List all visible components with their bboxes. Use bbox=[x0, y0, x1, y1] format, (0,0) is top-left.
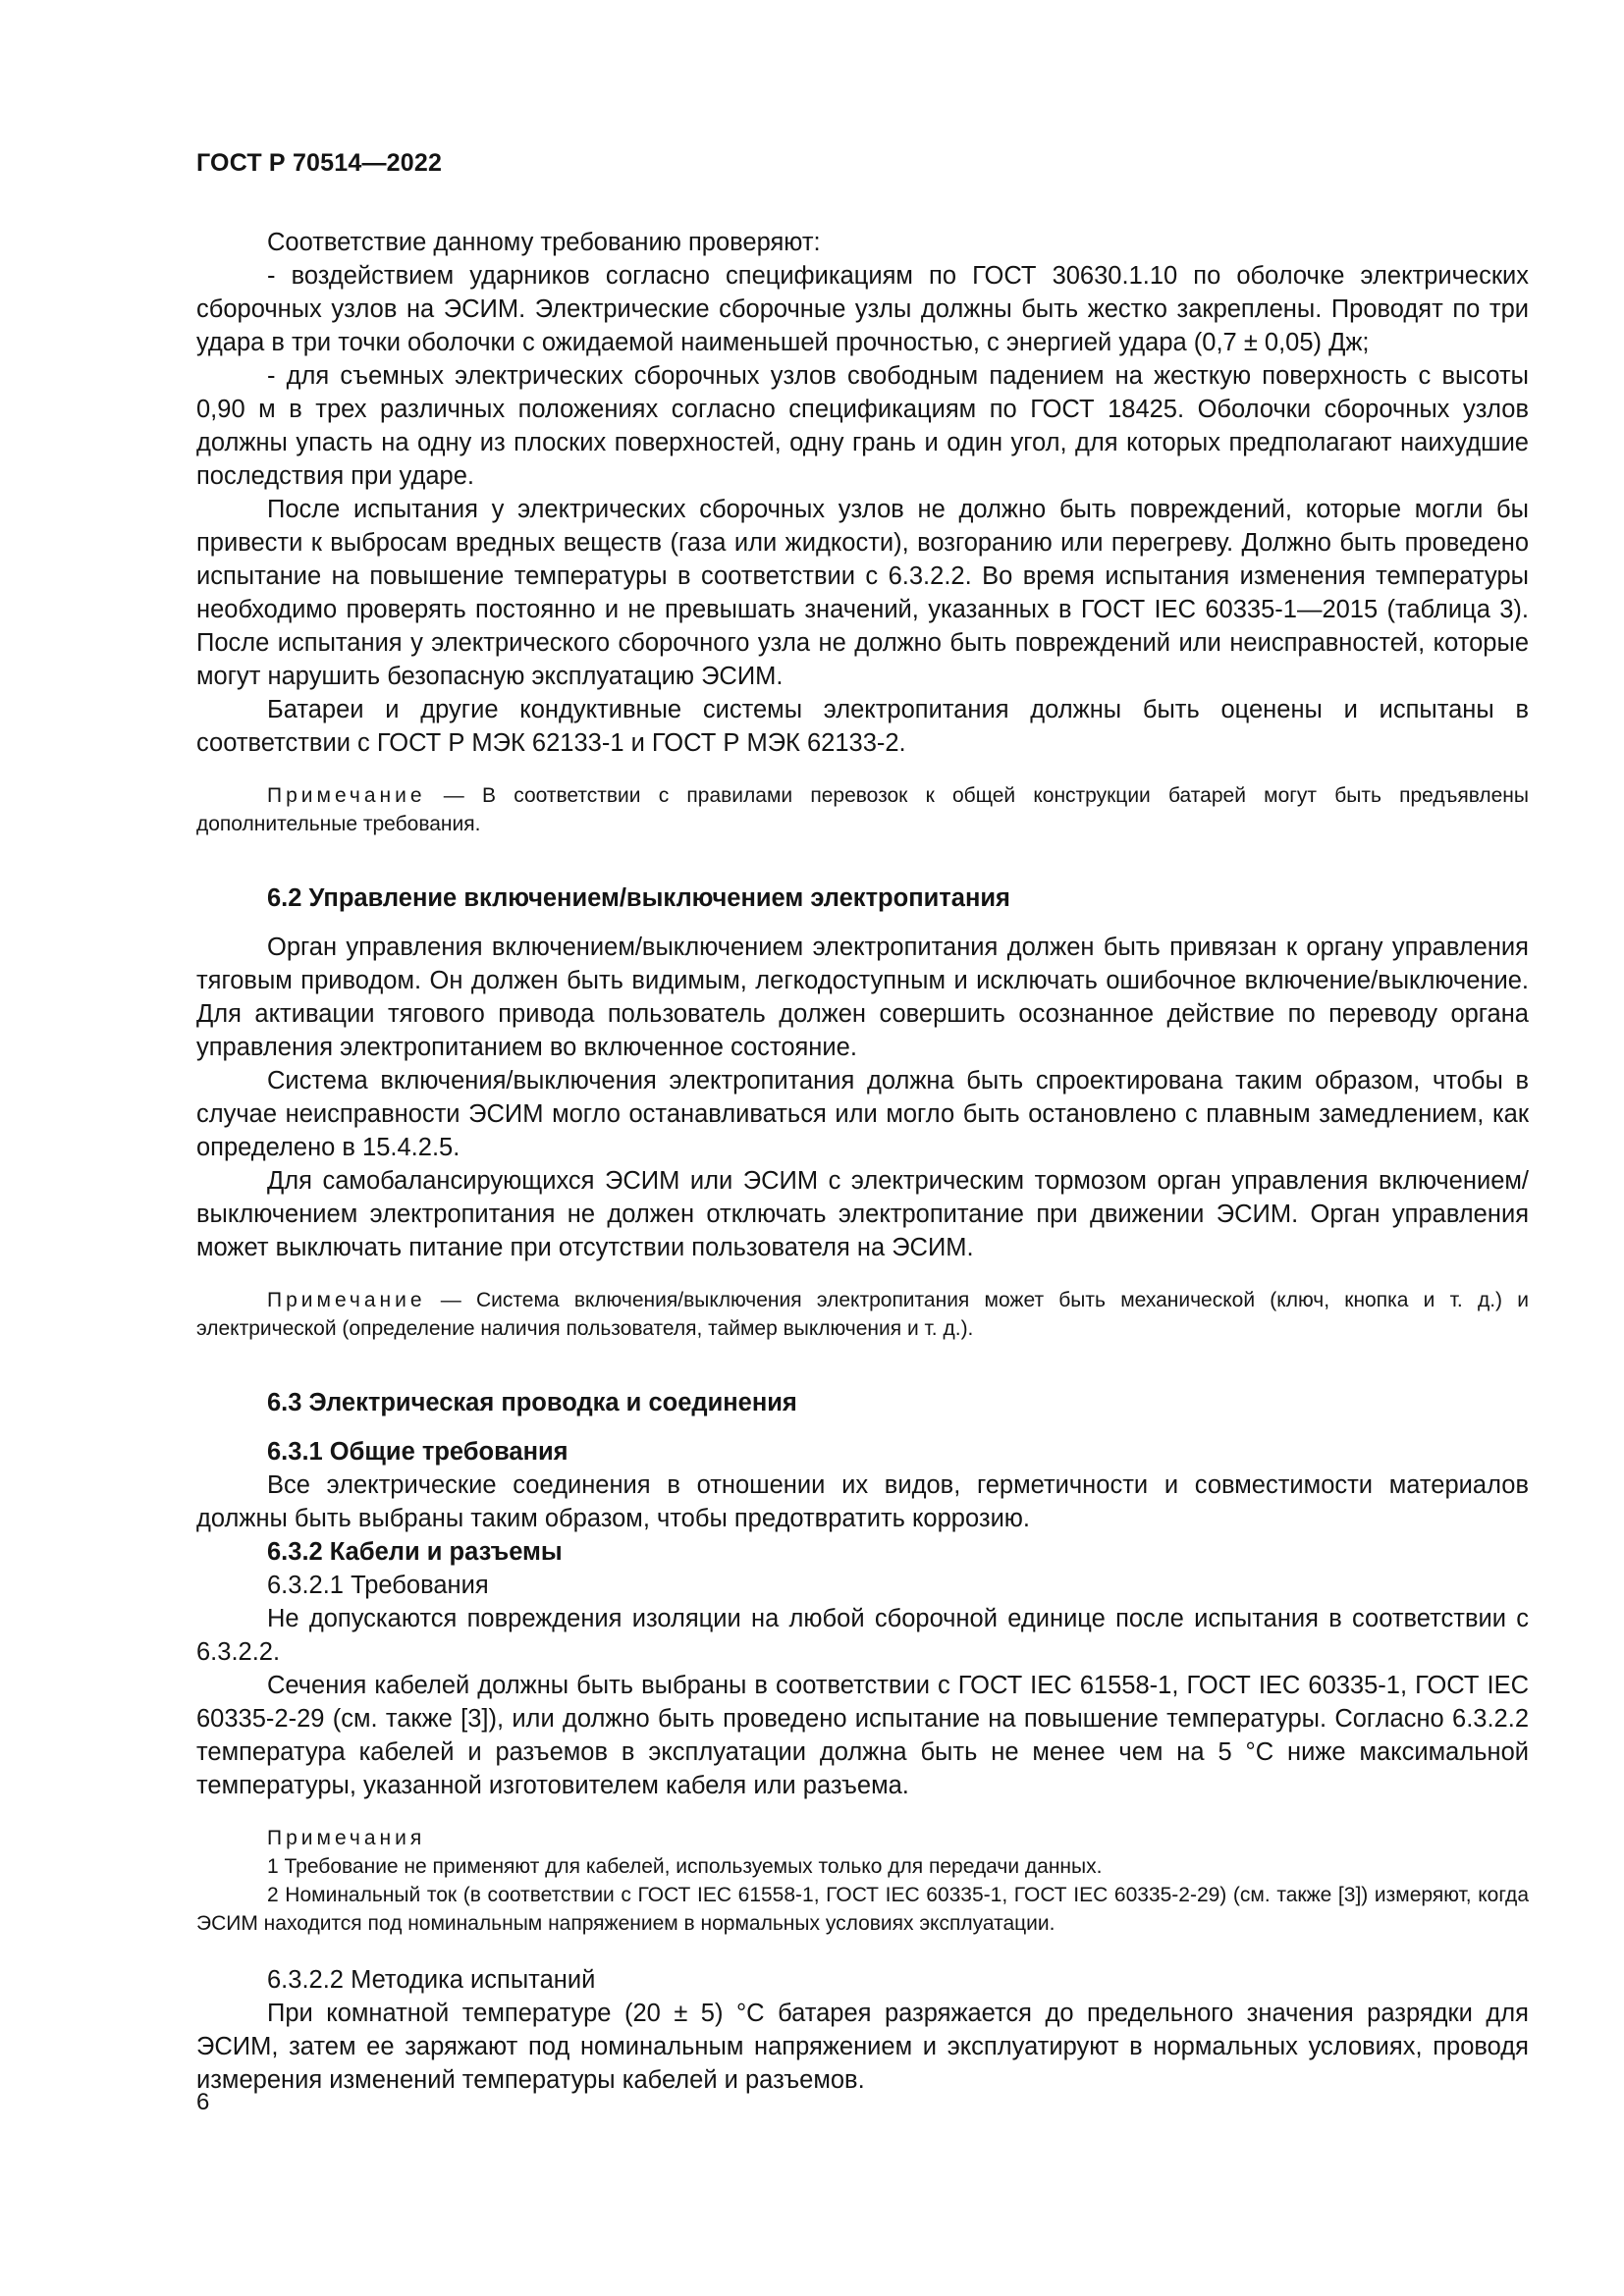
paragraph: После испытания у электрических сборочных узлов не должно быть повреждений, которые могли бы привести к выбросам вредных веществ (газа или жидкости), возгоранию или перегреву. Должно быть проведено испытание на повышение температуры в соответствии с 6.3.2.2. Во время испытания изменения температуры необходимо проверять постоянно и не превышать значений, указанных в ГОСТ IEC 60335-1—2015 (таблица 3). После испытания у электрического сборочного узла не должно быть повреждений или неисправностей, которые могут нарушить безопасную эксплуатацию ЭСИМ. bbox=[196, 496, 1529, 690]
paragraph: Батареи и другие кондуктивные системы электропитания должны быть оценены и испытаны в соответствии с ГОСТ Р МЭК 62133-1 и ГОСТ Р МЭК 62133-2. bbox=[196, 696, 1529, 757]
note-item: 2 Номинальный ток (в соответствии с ГОСТ IEC 61558-1, ГОСТ IEC 60335-1, ГОСТ IEC 60335-2-29) (см. также [3]) измеряют, когда ЭСИМ находится под номинальным напряжением в нормальных условиях эксплуатации. bbox=[196, 1884, 1529, 1935]
paragraph: Не допускаются повреждения изоляции на любой сборочной единице после испытания в соответствии с 6.3.2.2. bbox=[196, 1605, 1529, 1666]
paragraph: Сечения кабелей должны быть выбраны в соответствии с ГОСТ IEC 61558-1, ГОСТ IEC 60335-1, ГОСТ IEC 60335-2-29 (см. также [3]), или должно быть проведено испытание на повышение температуры. Согласно 6.3.2.2 температура кабелей и разъемов в эксплуатации должна быть не менее чем на 5 °С ниже максимальной температуры, указанной изготовителем кабеля или разъема. bbox=[196, 1672, 1529, 1799]
paragraph: Все электрические соединения в отношении их видов, герметичности и совместимости материалов должны быть выбраны таким образом, чтобы предотвратить коррозию. bbox=[196, 1471, 1529, 1532]
page-number: 6 bbox=[196, 2089, 210, 2115]
paragraph: Для самобалансирующихся ЭСИМ или ЭСИМ с электрическим тормозом орган управления включением/выключением электропитания не должен отключать электропитание при движении ЭСИМ. Орган управления может выключать питание при отсутствии пользователя на ЭСИМ. bbox=[196, 1167, 1529, 1261]
paragraph: - воздействием ударников согласно спецификациям по ГОСТ 30630.1.10 по оболочке электрических сборочных узлов на ЭСИМ. Электрические сборочные узлы должны быть жестко закреплены. Проводят по три удара в три точки оболочки с ожидаемой наименьшей прочностью, с энергией удара (0,7 ± 0,05) Дж; bbox=[196, 262, 1529, 356]
clause-title: 6.3.2.1 Требования bbox=[267, 1572, 489, 1599]
clause-title: 6.3.2.2 Методика испытаний bbox=[267, 1966, 596, 1994]
note bbox=[196, 781, 1529, 838]
paragraph: При комнатной температуре (20 ± 5) °С батарея разряжается до предельного значения разрядки для ЭСИМ, затем ее заряжают под номинальным напряжением и эксплуатируют в нормальных условиях, проводя измерения изменений температуры кабелей и разъемов. bbox=[196, 2000, 1529, 2094]
subsection-title: 6.3.1 Общие требования bbox=[267, 1438, 568, 1466]
notes-label: Примечания bbox=[267, 1827, 426, 1849]
notes-heading bbox=[196, 1824, 1529, 1852]
note-item: 1 Требование не применяют для кабелей, используемых только для передачи данных. bbox=[267, 1855, 1103, 1878]
note-label: Примечание bbox=[267, 1289, 426, 1311]
document-body bbox=[196, 226, 1529, 2097]
paragraph: - для съемных электрических сборочных узлов свободным падением на жесткую поверхность с высоты 0,90 м в трех различных положениях согласно спецификациям по ГОСТ 18425. Оболочки сборочных узлов должны упасть на одну из плоских поверхностей, одну грань и один угол, для которых предполагают наихудшие последствия при ударе. bbox=[196, 362, 1529, 490]
note bbox=[196, 1286, 1529, 1343]
subsection-title: 6.3.2 Кабели и разъемы bbox=[267, 1538, 563, 1566]
paragraph: Система включения/выключения электропитания должна быть спроектирована таким образом, чтобы в случае неисправности ЭСИМ могло останавливаться или могло быть остановлено с плавным замедлением, как определено в 15.4.2.5. bbox=[196, 1067, 1529, 1161]
paragraph: Орган управления включением/выключением электропитания должен быть привязан к органу управления тяговым приводом. Он должен быть видимым, легкодоступным и исключать ошибочное включение/выключение. Для активации тягового привода пользователь должен совершить осознанное действие по переводу органа управления электропитанием во включенное состояние. bbox=[196, 934, 1529, 1061]
section-title: 6.2 Управление включением/выключением электропитания bbox=[267, 884, 1010, 912]
note-label: Примечание bbox=[267, 784, 426, 807]
document-page bbox=[196, 0, 1529, 2296]
paragraph: Соответствие данному требованию проверяют: bbox=[267, 229, 821, 256]
note-text: — В соответствии с правилами перевозок к общей конструкции батарей могут быть предъявлены дополнительные требования. bbox=[196, 784, 1529, 835]
section-title: 6.3 Электрическая проводка и соединения bbox=[267, 1389, 797, 1416]
document-header: ГОСТ Р 70514—2022 bbox=[196, 149, 443, 177]
note-text: — Система включения/выключения электропитания может быть механической (ключ, кнопка и т. д.) и электрической (определение наличия пользователя, таймер выключения и т. д.). bbox=[196, 1289, 1529, 1340]
